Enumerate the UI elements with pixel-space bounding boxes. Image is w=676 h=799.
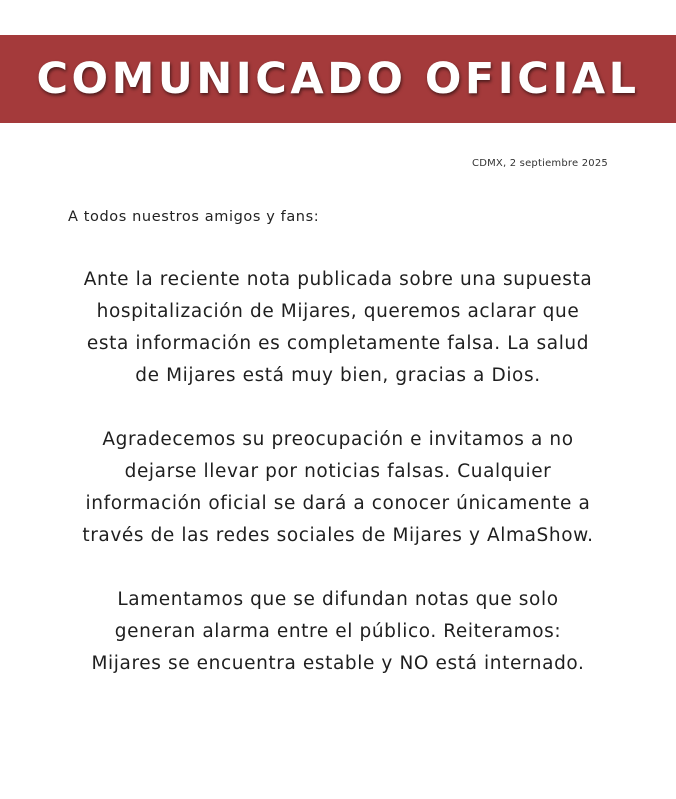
- paragraph-line: dejarse llevar por noticias falsas. Cualquier: [124, 461, 552, 482]
- date-location: CDMX, 2 septiembre 2025: [472, 158, 608, 169]
- paragraph-line: de Mijares está muy bien, gracias a Dios.: [135, 365, 541, 386]
- paragraph-line: Lamentamos que se difundan notas que solo: [117, 589, 559, 610]
- header-banner: [0, 35, 676, 123]
- paragraph-line: Agradecemos su preocupación e invitamos a no: [102, 429, 574, 450]
- page-title: COMUNICADO OFICIAL: [36, 54, 640, 104]
- paragraph-line: hospitalización de Mijares, queremos aclarar que: [96, 301, 580, 322]
- paragraph-2: [40, 424, 636, 552]
- paragraph-line: generan alarma entre el público. Reiteramos:: [114, 621, 562, 642]
- paragraph-line: esta información es completamente falsa. La salud: [86, 333, 590, 354]
- paragraph-3: [40, 584, 636, 680]
- paragraph-1: [40, 264, 636, 392]
- greeting: A todos nuestros amigos y fans:: [68, 209, 320, 225]
- paragraph-line: Ante la reciente nota publicada sobre una supuesta: [83, 269, 593, 290]
- paragraph-line: información oficial se dará a conocer únicamente a: [85, 493, 591, 514]
- paragraph-line: través de las redes sociales de Mijares y AlmaShow.: [82, 525, 594, 546]
- paragraph-line: Mijares se encuentra estable y NO está internado.: [91, 653, 585, 674]
